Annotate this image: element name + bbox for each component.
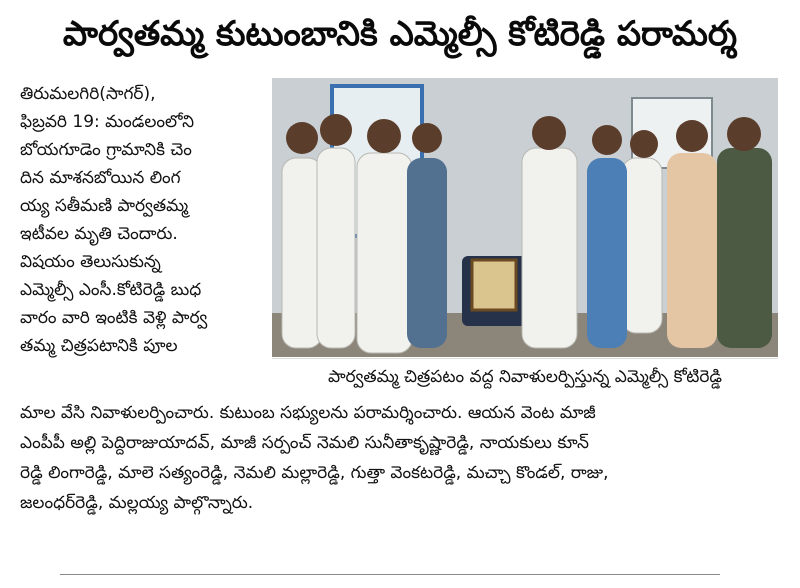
text-line: య్య సతీమణి పార్వతమ్మ [20, 196, 189, 216]
article-column-text [20, 80, 266, 360]
text-line: ఫిబ్రవరి 19: మండలంలోని [20, 112, 195, 132]
photo-illustration [272, 78, 778, 357]
text-line: వారం వారి ఇంటికి వెళ్లి పార్వ [20, 308, 208, 328]
text-line: ఎంపీపీ అల్లి పెద్దిరాజుయాదవ్, మాజీ సర్పంచ్ నెమలి సునీతాకృష్ణారెడ్డి, నాయకులు కూన్ [20, 433, 589, 453]
text-line: ఎమ్మెల్సీ ఎంసీ.కోటిరెడ్డి బుధ [20, 280, 202, 300]
text-line: తమ్మ చిత్రపటానికి పూల [20, 336, 178, 356]
divider [60, 574, 720, 575]
headline: పార్వతమ్మ కుటుంబానికి ఎమ్మెల్సీ కోటిరెడ్డి పరామర్శ [62, 14, 738, 54]
news-photo [272, 78, 778, 357]
text-line: బోయగూడెం గ్రామానికి చెం [20, 140, 192, 160]
text-line: మాల వేసి నివాళులర్పించారు. కుటుంబ సభ్యులను పరామర్శించారు. ఆయన వెంట మాజీ [20, 403, 596, 423]
text-line: ఇటీవల మృతి చెందారు. [20, 224, 178, 244]
text-line: విషయం తెలుసుకున్న [20, 252, 161, 272]
text-line: తిరుమలగిరి(సాగర్), [20, 84, 156, 104]
text-line: రెడ్డి లింగారెడ్డి, మాలె సత్యంరెడ్డి, నెమలి మల్లారెడ్డి, గుత్తా వెంకటరెడ్డి, మచ్చా కొండల్, రాజు, [20, 463, 609, 483]
article-body-text [20, 398, 782, 518]
text-line: జలంధర్‌రెడ్డి, మల్లయ్య పాల్గొన్నారు. [20, 493, 254, 513]
text-line: దిన మాశనబోయిన లింగ [20, 168, 181, 188]
photo-caption: పార్వతమ్మ చిత్రపటం వద్ద నివాళులర్పిస్తున్న ఎమ్మెల్సీ కోటిరెడ్డి [272, 358, 778, 399]
